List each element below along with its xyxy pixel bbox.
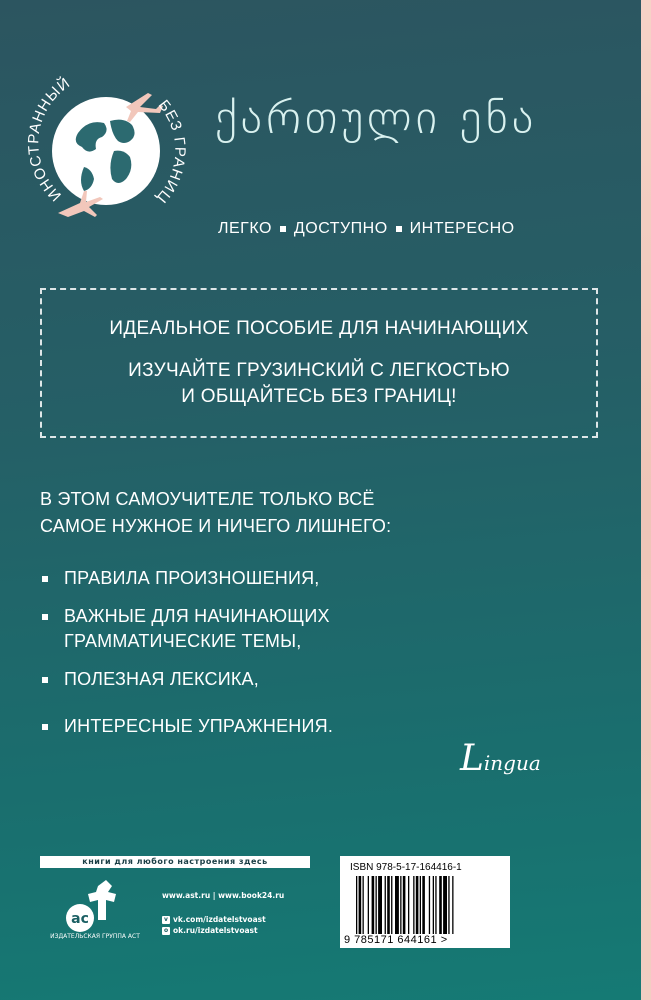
ok-link: ok.ru/izdatelstvoast bbox=[173, 926, 258, 935]
square-bullet-icon bbox=[396, 226, 402, 232]
feature-list bbox=[40, 566, 520, 739]
barcode-bar bbox=[435, 876, 436, 934]
barcode-bar bbox=[403, 876, 406, 934]
barcode-bar bbox=[378, 876, 382, 934]
feature-line: ВАЖНЫЕ ДЛЯ НАЧИНАЮЩИХ bbox=[64, 606, 330, 626]
barcode-bar bbox=[452, 876, 453, 934]
vk-link: vk.com/izdatelstvoast bbox=[173, 915, 266, 924]
barcode-bar bbox=[422, 876, 425, 934]
barcode-bar bbox=[376, 876, 377, 934]
intro-line-2: САМОЕ НУЖНОЕ И НИЧЕГО ЛИШНЕГО: bbox=[40, 516, 392, 536]
feature-line: ИНТЕРЕСНЫЕ УПРАЖНЕНИЯ. bbox=[64, 716, 334, 736]
barcode-bar bbox=[400, 876, 401, 934]
georgian-title: ქართული ენა bbox=[215, 90, 538, 144]
isbn-block bbox=[340, 856, 510, 948]
tagline-word-3: ИНТЕРЕСНО bbox=[409, 220, 515, 237]
promo-line-1: ИДЕАЛЬНОЕ ПОСОБИЕ ДЛЯ НАЧИНАЮЩИХ bbox=[109, 318, 529, 339]
promo-line-2b: И ОБЩАЙТЕСЬ БЕЗ ГРАНИЦ! bbox=[181, 386, 457, 407]
barcode-bar bbox=[372, 876, 375, 934]
ast-caption: ИЗДАТЕЛЬСКАЯ ГРУППА АСТ bbox=[50, 933, 140, 940]
ok-icon: o bbox=[163, 927, 169, 934]
feature-line: ПРАВИЛА ПРОИЗНОШЕНИЯ, bbox=[64, 568, 320, 588]
social-links bbox=[162, 914, 266, 936]
barcode-bar bbox=[387, 876, 390, 934]
ast-logo-text: ас bbox=[71, 911, 89, 927]
feature-line: ГРАММАТИЧЕСКИЕ ТЕМЫ, bbox=[64, 631, 302, 651]
vk-icon: v bbox=[162, 916, 170, 924]
intro-line-1: В ЭТОМ САМОУЧИТЕЛЕ ТОЛЬКО ВСЁ bbox=[40, 489, 375, 509]
footer-slogan: книги для любого настроения здесь bbox=[40, 856, 310, 868]
barcode-bar bbox=[391, 876, 392, 934]
site-links: www.ast.ru | www.book24.ru bbox=[162, 891, 285, 900]
barcode-bar bbox=[413, 876, 414, 934]
list-item bbox=[40, 714, 520, 739]
barcode-bar bbox=[416, 876, 419, 934]
promo-box bbox=[40, 288, 598, 438]
tagline-word-1: ЛЕГКО bbox=[218, 220, 272, 237]
barcode-bar bbox=[385, 876, 386, 934]
list-item bbox=[40, 604, 520, 654]
globe-badge-icon bbox=[18, 55, 198, 235]
tagline-word-2: ДОСТУПНО bbox=[293, 220, 388, 237]
barcode-bar bbox=[395, 876, 399, 934]
promo-line-2a: ИЗУЧАЙТЕ ГРУЗИНСКИЙ С ЛЕГКОСТЬЮ bbox=[128, 360, 510, 381]
promo-line-2 bbox=[42, 358, 596, 410]
ast-logo-icon bbox=[58, 878, 128, 934]
list-item bbox=[40, 566, 520, 591]
intro-text bbox=[40, 486, 500, 540]
lingua-rest: ingua bbox=[483, 751, 541, 775]
barcode-bar bbox=[359, 876, 362, 934]
tagline bbox=[218, 220, 515, 238]
barcode-bar bbox=[408, 876, 409, 934]
badge-ring-left: ИНОСТРАННЫЙ bbox=[25, 74, 74, 205]
barcode-icon bbox=[356, 876, 501, 934]
barcode-bar bbox=[363, 876, 364, 934]
barcode-bar bbox=[356, 876, 357, 934]
badge-ring-right: БЕЗ ГРАНИЦ bbox=[152, 96, 189, 207]
feature-line: ПОЛЕЗНАЯ ЛЕКСИКА, bbox=[64, 669, 259, 689]
isbn-label: ISBN 978-5-17-164416-1 bbox=[350, 862, 462, 873]
square-bullet-icon bbox=[280, 226, 286, 232]
barcode-bar bbox=[448, 876, 449, 934]
barcode-bar bbox=[439, 876, 442, 934]
side-strip bbox=[641, 0, 651, 1000]
lingua-logo bbox=[460, 738, 541, 779]
barcode-bar bbox=[429, 876, 430, 934]
lingua-initial: L bbox=[460, 738, 484, 779]
barcode-bar bbox=[368, 876, 369, 934]
list-item bbox=[40, 667, 520, 692]
barcode-bar bbox=[420, 876, 421, 934]
publisher-footer bbox=[40, 856, 310, 946]
barcode-digits: 9 785171 644161 > bbox=[344, 934, 448, 946]
barcode-bar bbox=[443, 876, 447, 934]
barcode-bar bbox=[433, 876, 434, 934]
